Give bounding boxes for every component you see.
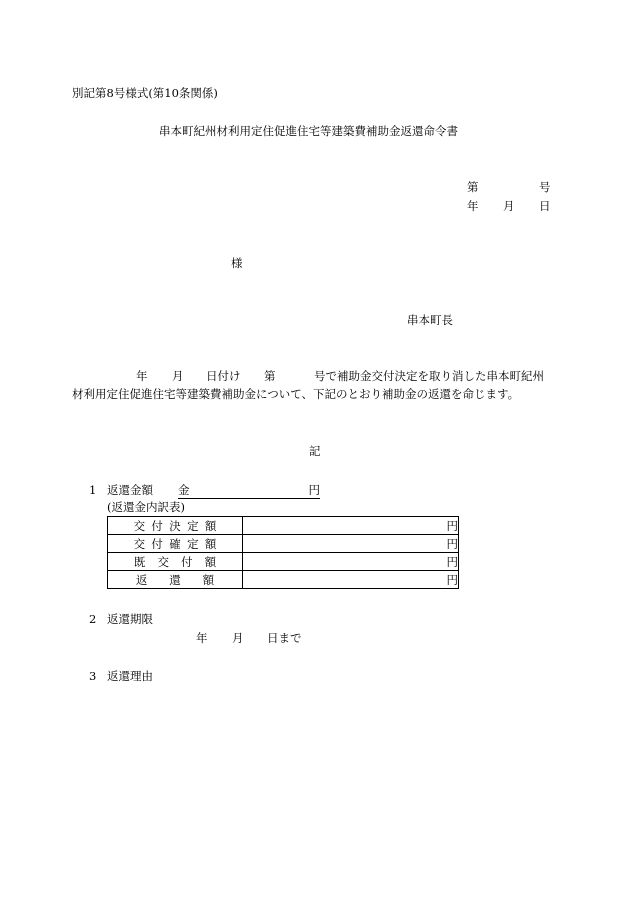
breakdown-label-cell	[108, 571, 243, 589]
section2-number: 2	[89, 612, 97, 626]
body-month: 月	[172, 369, 184, 383]
breakdown-label: 交付確定額	[133, 536, 223, 551]
doc-date-day: 日	[539, 199, 551, 213]
deadline-year: 年	[196, 631, 208, 645]
addressee-honorific: 様	[231, 256, 243, 270]
ki-heading: 記	[309, 444, 321, 458]
breakdown-label-cell	[108, 553, 243, 571]
body-line1-rest: 号で補助金交付決定を取り消した串本町紀州	[314, 369, 544, 383]
body-line2: 材利用定住促進住宅等建築費補助金について、下記のとおり補助金の返還を命じます。	[72, 387, 520, 401]
document-title: 串本町紀州材利用定住促進住宅等建築費補助金返還命令書	[159, 124, 458, 138]
breakdown-amount-cell	[243, 553, 459, 571]
doc-number-go: 号	[539, 180, 551, 194]
table-row	[108, 517, 459, 535]
amount-line	[178, 483, 320, 499]
section2-label: 返還期限	[107, 612, 153, 626]
breakdown-label-cell	[108, 535, 243, 553]
body-day-dated: 日付け	[206, 369, 241, 383]
doc-date-month: 月	[503, 199, 515, 213]
section1-label: 返還金額	[107, 483, 153, 497]
breakdown-amount-cell	[243, 535, 459, 553]
amount-yen: 円	[308, 483, 320, 497]
breakdown-unit: 円	[446, 554, 458, 569]
doc-date-year: 年	[467, 199, 479, 213]
breakdown-caption: (返還金内訳表)	[107, 500, 185, 514]
breakdown-unit: 円	[446, 572, 458, 587]
issuer-name: 串本町長	[407, 313, 453, 327]
table-row	[108, 553, 459, 571]
table-row	[108, 535, 459, 553]
doc-number-dai: 第	[467, 180, 479, 194]
breakdown-amount-cell	[243, 571, 459, 589]
amount-kin: 金	[178, 483, 190, 497]
section3-label: 返還理由	[107, 669, 153, 683]
body-year: 年	[136, 369, 148, 383]
breakdown-label: 既交付額	[133, 554, 229, 569]
deadline-day: 日まで	[267, 631, 302, 645]
breakdown-amount-cell	[243, 517, 459, 535]
section1-number: 1	[89, 483, 97, 497]
table-row	[108, 571, 459, 589]
breakdown-unit: 円	[446, 536, 458, 551]
breakdown-label: 返還額	[135, 572, 236, 587]
breakdown-label: 交付決定額	[133, 518, 223, 533]
section3-number: 3	[89, 669, 97, 683]
deadline-month: 月	[232, 631, 244, 645]
breakdown-table	[107, 516, 459, 589]
body-dai: 第	[264, 369, 276, 383]
breakdown-label-cell	[108, 517, 243, 535]
breakdown-unit: 円	[446, 518, 458, 533]
form-reference: 別記第8号様式(第10条関係)	[72, 86, 218, 100]
